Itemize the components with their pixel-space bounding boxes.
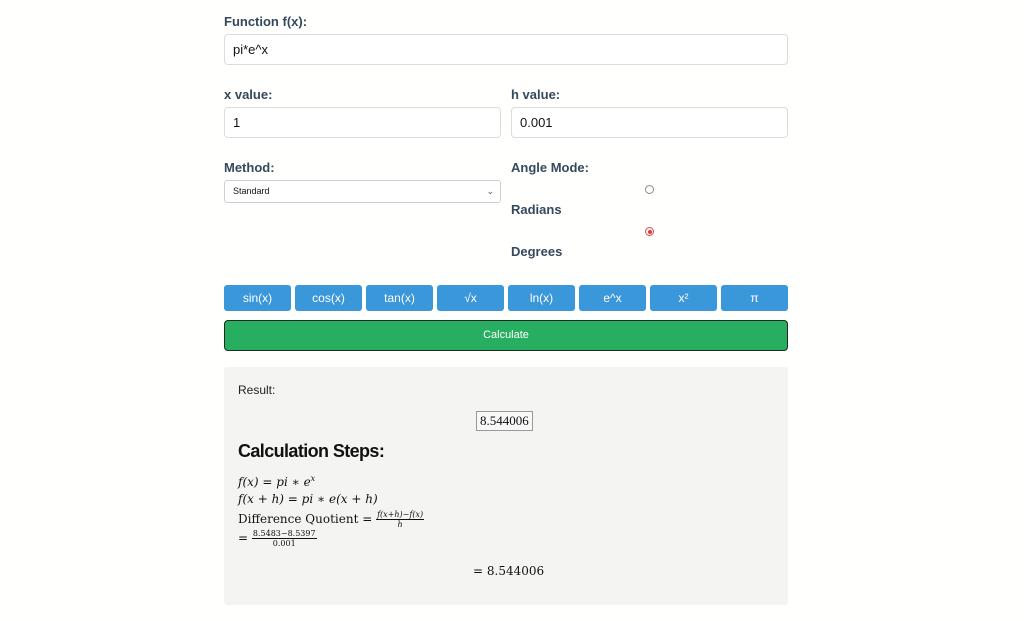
ln-button[interactable]: ln(x) — [508, 285, 575, 311]
h-value-label: h value: — [511, 87, 561, 102]
step-fx: f(x) = pi ∗ $e^x$ — [238, 474, 316, 489]
method-selected-value: Standard — [233, 186, 270, 196]
h-value-input[interactable]: 0.001 — [511, 107, 788, 138]
sin-button[interactable]: sin(x) — [224, 285, 291, 311]
step-difference-quotient: Difference Quotient = $\frac{f(x+h)-f(x)}{h}$ — [238, 510, 424, 529]
radians-label: Radians — [511, 202, 562, 217]
degrees-label: Degrees — [511, 244, 563, 259]
exp-button[interactable]: e^x — [579, 285, 646, 311]
step-numeric-quotient: = $\frac{8.5483-8.5397}{0.001}$ — [238, 529, 316, 548]
degrees-radio[interactable] — [645, 227, 654, 236]
cos-button[interactable]: cos(x) — [295, 285, 362, 311]
chevron-down-icon: ⌄ — [486, 186, 494, 196]
sqrt-button[interactable]: √x — [437, 285, 504, 311]
step-final-result: = 8.544006 — [473, 564, 545, 578]
result-panel — [224, 367, 788, 605]
steps-title: Calculation Steps: — [238, 441, 385, 461]
x-value-input[interactable]: 1 — [224, 107, 501, 138]
method-label: Method: — [224, 160, 275, 175]
function-label: Function f(x): — [224, 14, 308, 29]
calculate-button[interactable]: Calculate — [224, 320, 788, 351]
method-select[interactable] — [224, 180, 501, 203]
radians-radio[interactable] — [645, 185, 654, 194]
square-button[interactable]: x² — [650, 285, 717, 311]
tan-button[interactable]: tan(x) — [366, 285, 433, 311]
function-button-row — [224, 285, 788, 311]
angle-mode-label: Angle Mode: — [511, 160, 589, 175]
x-value-label: x value: — [224, 87, 273, 102]
pi-button[interactable]: π — [721, 285, 788, 311]
function-input[interactable]: pi*e^x — [224, 34, 788, 65]
result-label: Result: — [238, 383, 276, 397]
step-fxh: f(x + h) = pi ∗ e(x + h) — [238, 492, 378, 506]
result-value: 8.544006 — [476, 411, 533, 431]
